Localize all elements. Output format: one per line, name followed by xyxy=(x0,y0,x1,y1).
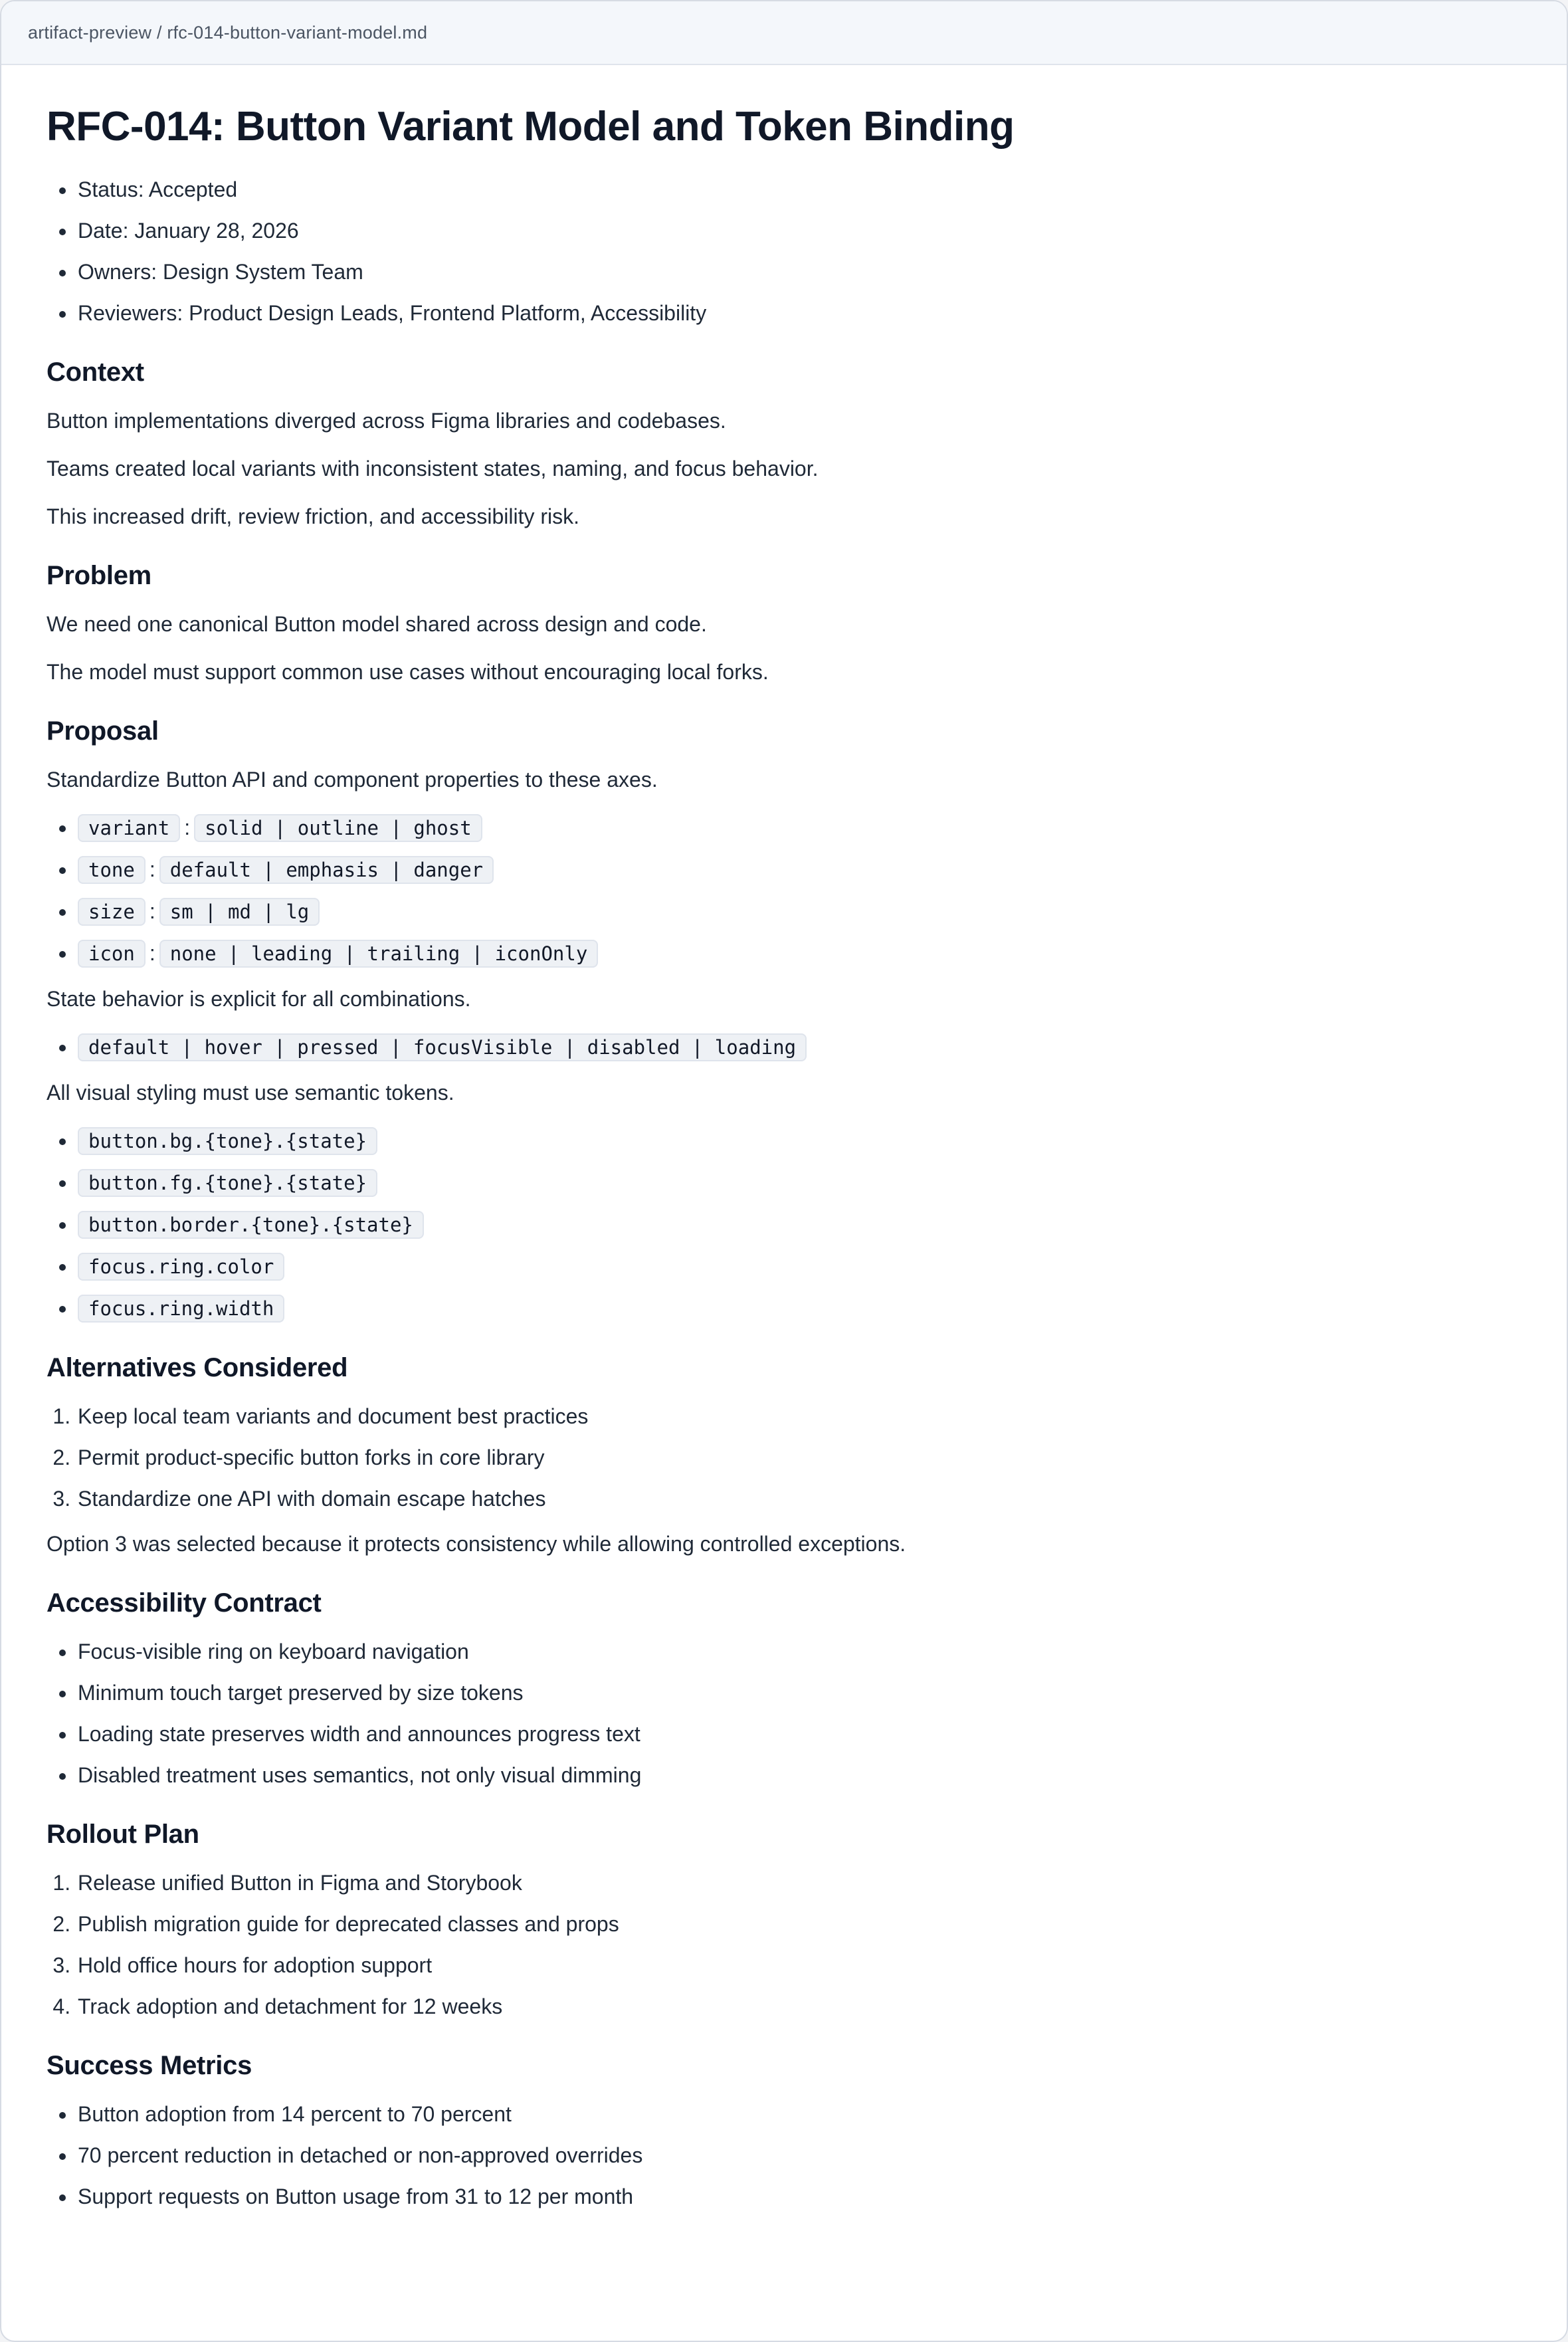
axis-values: default | emphasis | danger xyxy=(159,856,494,884)
proposal-heading: Proposal xyxy=(47,716,159,746)
axis-separator: : xyxy=(149,941,155,966)
alternative-item: 3. Standardize one API with domain escape hatches xyxy=(76,1486,1521,1511)
axis-item xyxy=(76,899,1521,924)
accessibility-item: • Focus-visible ring on keyboard navigation xyxy=(76,1639,1521,1664)
context-paragraph: Teams created local variants with inconsistent states, naming, and focus behavior. xyxy=(47,457,819,481)
accessibility-item: • Disabled treatment uses semantics, not only visual dimming xyxy=(76,1762,1521,1788)
axis-values: none | leading | trailing | iconOnly xyxy=(159,940,599,968)
alternatives-conclusion: Option 3 was selected because it protects consistency while allowing controlled exceptions. xyxy=(47,1532,906,1556)
axis-separator: : xyxy=(184,815,191,840)
rollout-item: 3. Hold office hours for adoption support xyxy=(76,1953,1521,1978)
token-code: button.bg.{tone}.{state} xyxy=(78,1127,377,1155)
axis-key: tone xyxy=(78,856,146,884)
metrics-heading: Success Metrics xyxy=(47,2051,252,2081)
states-code: default | hover | pressed | focusVisible | disabled | loading xyxy=(78,1033,807,1061)
meta-status: • Status: Accepted xyxy=(76,177,1521,202)
tokens-list xyxy=(47,1128,1521,1321)
metrics-list xyxy=(47,2101,1521,2209)
axis-item xyxy=(76,815,1521,841)
axis-item xyxy=(76,857,1521,883)
alternative-item: 2. Permit product-specific button forks in core library xyxy=(76,1445,1521,1470)
token-code: button.border.{tone}.{state} xyxy=(78,1211,424,1239)
alternatives-heading: Alternatives Considered xyxy=(47,1353,348,1383)
rollout-item: 4. Track adoption and detachment for 12 weeks xyxy=(76,1994,1521,2019)
context-paragraph: This increased drift, review friction, and accessibility risk. xyxy=(47,504,580,529)
metric-item: • 70 percent reduction in detached or non-approved overrides xyxy=(76,2143,1521,2168)
token-code: focus.ring.width xyxy=(78,1295,284,1323)
token-code: button.fg.{tone}.{state} xyxy=(78,1169,377,1197)
token-item xyxy=(76,1295,1521,1321)
accessibility-item: • Minimum touch target preserved by size tokens xyxy=(76,1680,1521,1705)
context-paragraph: Button implementations diverged across Figma libraries and codebases. xyxy=(47,409,726,433)
axis-values: solid | outline | ghost xyxy=(194,814,482,842)
problem-heading: Problem xyxy=(47,561,151,591)
states-item xyxy=(76,1034,1521,1060)
token-item xyxy=(76,1128,1521,1154)
rollout-list xyxy=(47,1870,1521,2019)
tokens-intro: All visual styling must use semantic tokens. xyxy=(47,1081,454,1105)
metric-item: • Button adoption from 14 percent to 70 percent xyxy=(76,2101,1521,2127)
axis-key: size xyxy=(78,898,146,926)
rollout-item: 1. Release unified Button in Figma and Storybook xyxy=(76,1870,1521,1895)
proposal-intro: Standardize Button API and component properties to these axes. xyxy=(47,768,658,792)
token-item xyxy=(76,1253,1521,1279)
axis-item xyxy=(76,940,1521,966)
rollout-item: 2. Publish migration guide for deprecated classes and props xyxy=(76,1911,1521,1937)
problem-paragraph: The model must support common use cases without encouraging local forks. xyxy=(47,660,769,685)
axis-key: icon xyxy=(78,940,146,968)
alternatives-list xyxy=(47,1404,1521,1511)
axes-list xyxy=(47,815,1521,966)
axis-key: variant xyxy=(78,814,180,842)
problem-paragraph: We need one canonical Button model shared across design and code. xyxy=(47,612,707,637)
context-heading: Context xyxy=(47,358,144,387)
state-intro: State behavior is explicit for all combinations. xyxy=(47,987,471,1011)
alternative-item: 1. Keep local team variants and document best practices xyxy=(76,1404,1521,1429)
axis-separator: : xyxy=(149,857,155,882)
meta-list xyxy=(47,177,1521,326)
accessibility-list xyxy=(47,1639,1521,1788)
axis-separator: : xyxy=(149,899,155,924)
accessibility-item: • Loading state preserves width and announces progress text xyxy=(76,1721,1521,1747)
accessibility-heading: Accessibility Contract xyxy=(47,1588,322,1618)
metric-item: • Support requests on Button usage from 31 to 12 per month xyxy=(76,2184,1521,2209)
breadcrumb: artifact-preview / rfc-014-button-variant-model.md xyxy=(28,22,428,43)
document-body xyxy=(1,65,1567,2209)
meta-date: • Date: January 28, 2026 xyxy=(76,218,1521,243)
rollout-heading: Rollout Plan xyxy=(47,1820,199,1850)
preview-header xyxy=(1,1,1567,65)
token-code: focus.ring.color xyxy=(78,1253,284,1281)
meta-owners: • Owners: Design System Team xyxy=(76,259,1521,284)
token-item xyxy=(76,1170,1521,1196)
meta-reviewers: • Reviewers: Product Design Leads, Frontend Platform, Accessibility xyxy=(76,300,1521,326)
states-list xyxy=(47,1034,1521,1060)
page-title: RFC-014: Button Variant Model and Token Binding xyxy=(47,104,1015,150)
token-item xyxy=(76,1212,1521,1237)
axis-values: sm | md | lg xyxy=(159,898,320,926)
